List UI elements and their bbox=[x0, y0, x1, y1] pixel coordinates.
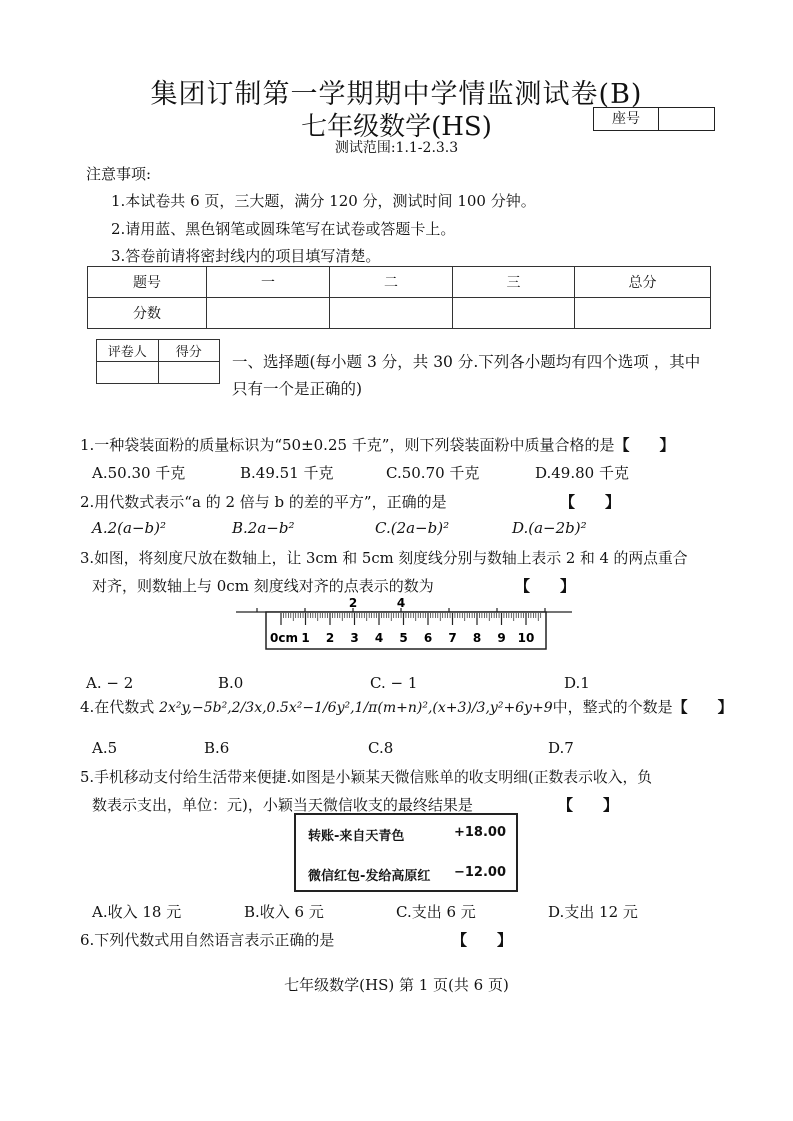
grader-cell bbox=[158, 362, 220, 384]
bill-row bbox=[308, 865, 506, 884]
question-3-stem: 3.如图，将刻度尺放在数轴上，让 3cm 和 5cm 刻度线分别与数轴上表示 2 和 4 的两点重合 bbox=[80, 550, 688, 567]
answer-bracket: 【 】 bbox=[560, 493, 621, 511]
table-header: 得分 bbox=[158, 340, 220, 362]
option-d: D.49.80 千克 bbox=[535, 464, 629, 482]
option-c: C.8 bbox=[368, 739, 394, 757]
option-d: D.(a−2b)² bbox=[512, 519, 587, 537]
option-c: C.50.70 千克 bbox=[386, 464, 480, 482]
table-row bbox=[88, 267, 711, 298]
page-footer: 七年级数学(HS) 第 1 页(共 6 页) bbox=[284, 976, 509, 994]
answer-bracket: 【 】 bbox=[672, 698, 733, 716]
seat-label: 座号 bbox=[594, 108, 659, 130]
question-2-stem: 2.用代数式表示“a 的 2 倍与 b 的差的平方”，正确的是 bbox=[80, 493, 447, 511]
ruler-label: 7 bbox=[448, 631, 457, 645]
table-header: 三 bbox=[453, 267, 575, 298]
ruler-number-line-figure bbox=[236, 595, 574, 655]
test-scope: 测试范围:1.1-2.3.3 bbox=[334, 140, 459, 156]
score-cell bbox=[575, 298, 711, 329]
answer-bracket: 【 】 bbox=[452, 931, 513, 949]
option-c: C. − 1 bbox=[370, 674, 418, 692]
notes-heading: 注意事项: bbox=[86, 165, 152, 183]
option-d: D.7 bbox=[548, 739, 574, 757]
ruler-label: 2 bbox=[325, 631, 335, 645]
seat-blank bbox=[659, 108, 714, 130]
score-cell bbox=[330, 298, 453, 329]
section-heading-cont: 只有一个是正确的) bbox=[232, 380, 363, 398]
axis-label: 4 bbox=[396, 596, 406, 610]
table-row bbox=[97, 362, 220, 384]
ruler-label: 10 bbox=[517, 631, 535, 645]
ruler-label: 5 bbox=[399, 631, 408, 645]
option-c: C.(2a−b)² bbox=[375, 519, 450, 537]
option-a: A.2(a−b)² bbox=[92, 519, 166, 537]
score-table bbox=[87, 266, 711, 329]
exam-subtitle: 七年级数学(HS) bbox=[301, 112, 492, 142]
score-cell bbox=[207, 298, 330, 329]
option-b: B.6 bbox=[204, 739, 230, 757]
option-b: B.49.51 千克 bbox=[240, 464, 334, 482]
question-1-stem: 1.一种袋装面粉的质量标识为“50±0.25 千克”，则下列袋装面粉中质量合格的是【 】 bbox=[80, 436, 675, 454]
bill-label: 转账-来自天青色 bbox=[308, 829, 405, 844]
table-header: 二 bbox=[330, 267, 453, 298]
table-header: 总分 bbox=[575, 267, 711, 298]
row-label: 分数 bbox=[88, 298, 207, 329]
option-c: C.支出 6 元 bbox=[396, 903, 476, 921]
bill-row bbox=[308, 825, 506, 844]
question-6-stem: 6.下列代数式用自然语言表示正确的是 bbox=[80, 931, 335, 949]
option-b: B.2a−b² bbox=[232, 519, 295, 537]
bill-label: 微信红包-发给高原红 bbox=[308, 869, 431, 884]
answer-bracket: 【 】 bbox=[515, 577, 576, 595]
option-d: D.1 bbox=[564, 674, 590, 692]
table-header: 评卷人 bbox=[97, 340, 159, 362]
table-row bbox=[97, 340, 220, 362]
option-a: A.5 bbox=[92, 739, 118, 757]
option-a: A.收入 18 元 bbox=[92, 903, 182, 921]
note-item: 1.本试卷共 6 页，三大题，满分 120 分，测试时间 100 分钟。 bbox=[111, 192, 536, 210]
ruler-label: 0cm bbox=[270, 631, 298, 645]
seat-number-box bbox=[593, 107, 715, 131]
option-a: A. − 2 bbox=[86, 674, 134, 692]
question-5-stem: 5.手机移动支付给生活带来便捷.如图是小颖某天微信账单的收支明细(正数表示收入，负 bbox=[80, 769, 653, 786]
score-cell bbox=[453, 298, 575, 329]
option-d: D.支出 12 元 bbox=[548, 903, 638, 921]
grader-cell bbox=[97, 362, 159, 384]
ruler-label: 6 bbox=[423, 631, 433, 645]
note-item: 2.请用蓝、黑色钢笔或圆珠笔写在试卷或答题卡上。 bbox=[111, 220, 456, 238]
ruler-label: 9 bbox=[497, 631, 506, 645]
wechat-bill-figure bbox=[294, 813, 518, 892]
expression-list: 2x²y,−5b²,2/3x,0.5x²−1/6y²,1/π(m+n)²,(x+3)/3,y²+6y+9 bbox=[159, 700, 553, 716]
section-heading: 一、选择题(每小题 3 分，共 30 分.下列各小题均有四个选项 ，其中 bbox=[232, 353, 701, 371]
bill-amount: +18.00 bbox=[453, 825, 506, 840]
question-3-stem-cont: 对齐，则数轴上与 0cm 刻度线对齐的点表示的数为 bbox=[92, 577, 434, 595]
exam-title: 集团订制第一学期期中学情监测试卷(B) bbox=[150, 79, 643, 110]
table-header: 题号 bbox=[88, 267, 207, 298]
axis-label: 2 bbox=[348, 596, 358, 610]
table-header: 一 bbox=[207, 267, 330, 298]
note-item: 3.答卷前请将密封线内的项目填写清楚。 bbox=[111, 247, 381, 265]
question-4-stem: 4.在代数式 2x²y,−5b²,2/3x,0.5x²−1/6y²,1/π(m+n)²,(x+3)/3,y²+6y+9中，整式的个数是【 】 bbox=[80, 698, 733, 716]
ruler-label: 4 bbox=[374, 631, 384, 645]
ruler-label: 8 bbox=[472, 631, 482, 645]
grader-table bbox=[96, 339, 220, 384]
table-row bbox=[88, 298, 711, 329]
bill-amount: −12.00 bbox=[453, 865, 506, 880]
answer-bracket: 【 】 bbox=[614, 436, 675, 454]
ruler-label: 1 bbox=[301, 631, 310, 645]
option-b: B.0 bbox=[218, 674, 244, 692]
option-a: A.50.30 千克 bbox=[92, 464, 186, 482]
question-5-stem-cont: 数表示支出，单位：元)，小颖当天微信收支的最终结果是 bbox=[92, 796, 473, 814]
option-b: B.收入 6 元 bbox=[244, 903, 324, 921]
ruler-label: 3 bbox=[350, 631, 359, 645]
answer-bracket: 【 】 bbox=[558, 796, 619, 814]
